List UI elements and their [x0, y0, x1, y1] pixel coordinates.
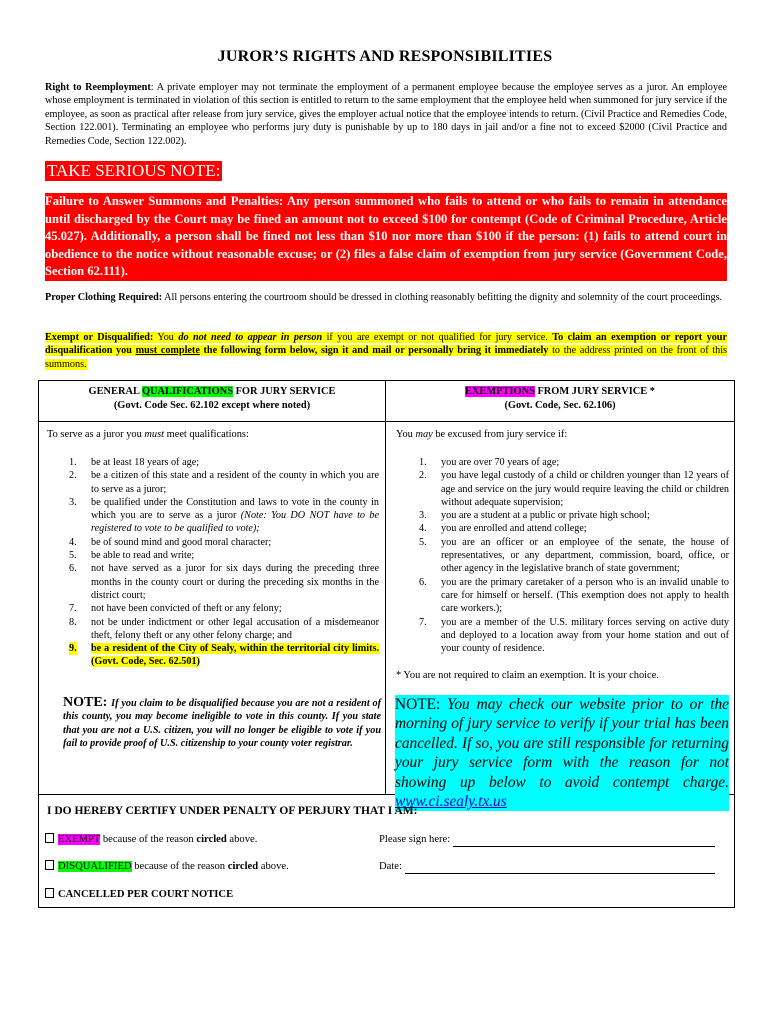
item-number: 9.: [69, 643, 77, 655]
item-text: you are over 70 years of age;: [441, 457, 560, 468]
signature-label: Please sign here:: [379, 834, 451, 845]
disqualified-reason-bold: circled: [227, 861, 259, 872]
signature-line[interactable]: [453, 846, 715, 847]
note-text: If you claim to be disqualified because you are not a resident of this county, you may become ineligible to vote in this county. If you state that you are not a U.S. citizen, you will no longer be eligible to vote if you fail to provide proof of U.S. citizenship to your county voter registrar.: [63, 698, 381, 749]
qualifications-header: [39, 385, 385, 413]
jury-form-table: [38, 380, 735, 908]
item-text: you are the primary caretaker of a person who is an invalid unable to care for himself or herself. (This exemption does not apply to health care workers.);: [441, 576, 729, 615]
website-note: [395, 695, 729, 811]
list-item: [45, 602, 379, 615]
certify-heading: I DO HEREBY CERTIFY UNDER PENALTY OF PERJURY THAT I AM:: [47, 805, 418, 817]
exempt-reason-bold: circled: [196, 834, 227, 845]
list-item: [395, 576, 729, 616]
cancelled-label: CANCELLED PER COURT NOTICE: [58, 889, 234, 900]
item-text: be a citizen of this state and a resident of the county in which you are to serve as a juror;: [91, 470, 379, 495]
exemptions-header: [386, 385, 734, 413]
item-text: not be under indictment or other legal accusation of a misdemeanor theft, felony theft or any other felony charge; and: [91, 616, 379, 641]
item-text: be a resident of the City of Sealy, within the territorial city limits. (Govt. Code, Sec. 62.501): [91, 643, 379, 668]
item-number: 2.: [69, 470, 77, 482]
list-item: [45, 549, 379, 562]
disqualified-label: DISQUALIFIED: [58, 861, 132, 872]
exempt-label: EXEMPT: [58, 834, 101, 845]
exempt-text-7: to the address printed on the front of this summons.: [45, 345, 728, 370]
item-text: be qualified under the Constitution and laws to vote in the county in which you are to serve as a juror: [91, 496, 379, 522]
qualifications-header-post: FOR JURY SERVICE: [232, 386, 336, 397]
item-text: be of sound mind and good moral character;: [91, 536, 272, 548]
page-title: JUROR’S RIGHTS AND RESPONSIBILITIES: [217, 48, 553, 65]
disqualified-reason-pre: because of the reason: [131, 861, 228, 872]
list-item: [395, 469, 729, 509]
item-number: 4.: [419, 523, 427, 535]
item-number: 7.: [69, 603, 77, 615]
note-text: You may check our website prior to or the morning of jury service to verify if your trial has been cancelled. If so, you are still responsible for returning your jury service form with the reason for not showing up below to avoid contempt charge.: [395, 696, 729, 791]
item-number: 4.: [69, 536, 77, 548]
exempt-text-5: must complete: [135, 345, 200, 357]
clothing-paragraph: [45, 291, 727, 304]
exemptions-header-post: FROM JURY SERVICE *: [534, 386, 655, 397]
item-text: be able to read and write;: [91, 550, 195, 562]
exempt-paragraph: [45, 331, 727, 371]
qualifications-note: [63, 696, 381, 750]
take-serious-note-banner: TAKE SERIOUS NOTE:: [47, 161, 221, 180]
item-number: 3.: [419, 510, 427, 522]
exemptions-intro-post: be excused from jury service if:: [432, 429, 568, 440]
list-item: [395, 522, 729, 535]
list-item: [45, 616, 379, 643]
note-lead: NOTE:: [63, 695, 112, 710]
exemption-footnote: * You are not required to claim an exemption. It is your choice.: [396, 670, 659, 681]
item-number: 7.: [419, 616, 427, 628]
disqualified-checkbox[interactable]: [45, 860, 54, 870]
exempt-text-4: To claim an exemption or report your disqualification you: [45, 332, 727, 357]
list-item: [45, 496, 379, 536]
list-item-highlighted: [45, 642, 379, 669]
exempt-checkbox[interactable]: [45, 833, 54, 843]
exemptions-intro: [396, 428, 567, 442]
clothing-text: All persons entering the courtroom should be dressed in clothing reasonably befitting the dignity and solemnity of the court proceedings.: [162, 292, 723, 303]
item-text: you are enrolled and attend college;: [441, 523, 587, 535]
list-item: [395, 616, 729, 656]
reemployment-text: : A private employer may not terminate the employment of a permanent employee because the employee serves as a juror. An employee whose employment is terminated in violation of this section is entitled to return to the same employment that the employee held when summoned for jury service if the employee, as soon as practical after release from jury service, gives the employer actual notice that the employee intends to return. (Civil Practice and Remedies Code, Section 122.001). Terminating an employee who performs jury duty is punishable by up to 180 days in jail and/or a fine not to exceed $2000 (Civil Practice and Remedies Code, Section 122.002).: [45, 82, 727, 147]
exemptions-header-code: (Govt. Code, Sec. 62.106): [504, 400, 616, 411]
qualifications-header-highlight: QUALIFICATIONS: [141, 386, 233, 397]
exempt-text-2: do not need to appear in person: [178, 332, 323, 343]
item-text: not have been convicted of theft or any felony;: [91, 603, 282, 615]
list-item: [45, 469, 379, 496]
item-text: you have legal custody of a child or children younger than 12 years of age and service on the jury would require leaving the child or children without adequate supervision;: [441, 470, 729, 508]
cancelled-option: [45, 888, 233, 902]
exempt-reason-pre: because of the reason: [100, 834, 197, 845]
exemptions-list: [395, 456, 729, 655]
cancelled-checkbox[interactable]: [45, 888, 54, 898]
list-item: [395, 509, 729, 522]
exempt-option: [45, 833, 257, 847]
item-number: 6.: [419, 576, 427, 588]
exemptions-intro-pre: You: [396, 429, 416, 440]
date-line[interactable]: [405, 873, 715, 874]
item-number: 3.: [69, 496, 77, 508]
qualifications-header-pre: GENERAL: [88, 386, 142, 397]
exempt-text-1: You: [153, 332, 179, 343]
item-number: 1.: [419, 457, 427, 468]
item-text: you are an officer or an employee of the senate, the house of representatives, or any department, commission, board, office, or other agency in the legislative branch of state government;: [441, 536, 729, 575]
list-item: [45, 562, 379, 602]
list-item: [45, 456, 379, 469]
list-item: [45, 536, 379, 549]
qualifications-list: [45, 456, 379, 669]
note-lead: NOTE:: [395, 696, 441, 713]
reemployment-paragraph: [45, 81, 727, 148]
signature-row: [379, 833, 715, 847]
reemployment-label: Right to Reemployment: [45, 82, 151, 93]
header-divider: [39, 421, 734, 422]
exempt-reason-post: above.: [226, 834, 258, 845]
column-divider: [385, 381, 386, 794]
website-link[interactable]: www.ci.sealy.tx.us: [395, 793, 507, 811]
item-number: 1.: [69, 457, 77, 468]
disqualified-option: [45, 860, 289, 874]
exempt-text-6: the following form below, sign it and mail or personally bring it immediately: [199, 345, 549, 357]
item-text: you are a member of the U.S. military forces serving on active duty and deployed to a location away from your home station and out of your county of residence.: [441, 616, 729, 655]
item-text: not have served as a juror for six days during the preceding three months in the county court or during the preceding six months in the district court;: [91, 563, 379, 601]
item-text: be at least 18 years of age;: [91, 457, 200, 468]
date-row: [379, 860, 715, 874]
item-number: 2.: [419, 470, 427, 482]
item-number: 6.: [69, 563, 77, 575]
penalties-paragraph: Failure to Answer Summons and Penalties: Any person summoned who fails to attend or who fails to remain in attendance until discharged by the Court may be fined an amount not to exceed $100 for contempt (Code of Criminal Procedure, Article 45.027). Additionally, a person shall be fined not less than $10 nor more than $100 if the person: (1) fails to attend court in obedience to the notice without reasonable excuse; or (2) files a false claim of exemption from jury service (Government Code, Section 62.111).: [45, 193, 727, 281]
item-number: 8.: [69, 616, 77, 628]
qualifications-intro: [47, 428, 249, 442]
date-label: Date:: [379, 861, 402, 872]
exempt-text-3: if you are exempt or not qualified for jury service.: [322, 332, 553, 343]
disqualified-reason-post: above.: [258, 861, 289, 872]
item-number: 5.: [69, 550, 77, 562]
item-text: you are a student at a public or private high school;: [441, 510, 650, 522]
qualifications-intro-em: must: [144, 429, 165, 440]
exemptions-header-highlight: EXEMPTIONS: [465, 386, 535, 397]
qualifications-intro-post: meet qualifications:: [164, 429, 249, 440]
item-number: 5.: [419, 536, 427, 548]
item-note: (Note: You DO NOT have to be registered to vote to be qualified to vote);: [91, 510, 380, 535]
list-item: [395, 456, 729, 469]
clothing-label: Proper Clothing Required:: [45, 292, 163, 303]
qualifications-intro-pre: To serve as a juror you: [47, 429, 145, 440]
exemptions-intro-em: may: [415, 429, 433, 440]
exempt-label: Exempt or Disqualified:: [45, 332, 154, 343]
list-item: [395, 536, 729, 576]
qualifications-header-code: (Govt. Code Sec. 62.102 except where noted): [113, 400, 311, 411]
